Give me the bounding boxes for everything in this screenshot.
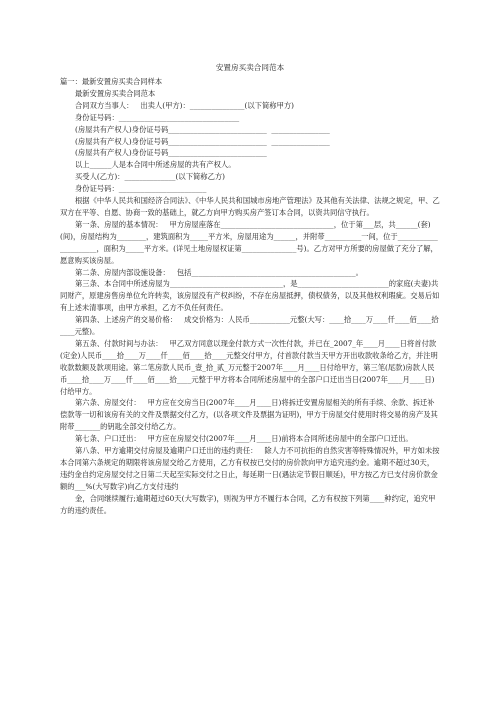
paragraph: 身份证号码：________________________ xyxy=(75,184,207,194)
paragraph: (房屋共有产权人)身份证号码___________________________ ________________ xyxy=(75,136,330,146)
document-body xyxy=(60,76,440,517)
paragraph: 以上______人是本合同中所述房屋的共有产权人。 xyxy=(75,160,236,170)
paragraph: 篇一：最新安置房买卖合同样本 xyxy=(60,77,163,86)
paragraph: 合同双方当事人： 出卖人(甲方)：_______________(以下简称甲方) xyxy=(75,100,295,110)
paragraph: 第七条、户口迁出： 甲方应在房屋交付(2007年____月____日)前将本合同所述房屋中的全部户口迁出。 xyxy=(75,434,413,444)
paragraph: 第二条、房屋内部设施设备： 包括_____________________________________________。 xyxy=(75,267,363,277)
paragraph: 金，合同继续履行;逾期超过60天(大写数字)，则视为甲方不履行本合同，乙方有权按下列第____种约定，追究甲方的违约责任。 xyxy=(60,493,436,515)
paragraph: 身份证号码：_________________________________ xyxy=(75,112,240,122)
paragraph: 第八条、甲方逾期交付房屋及逾期户口迁出的违约责任： 除人力不可抗拒的自然灾害等特殊情况外，甲方如未按本合同第六条规定的期限将该房屋交给乙方使用，乙方有权按已交付的房价款向甲方追究违约金。逾期不超过30天，违约金自约定房屋交付之日第二天起至实际交付之日止，每延期一日(遇法定节假日顺延)，甲方按乙方已支付房价款金额的___%(大写数字)向乙方支付违约 xyxy=(60,446,440,491)
paragraph: 第四条、上述房产的交易价格： 成交价格为：人民币___________元整(大写：____拾____万____仟____佰____拾____元整)。 xyxy=(60,315,439,337)
document-title: 安置房买卖合同范本 xyxy=(215,63,285,72)
paragraph: 最新安置房买卖合同范本 xyxy=(75,88,156,98)
paragraph: 买受人(乙方)：______________(以下简称乙方) xyxy=(75,172,226,182)
paragraph: 第六条、房屋交付： 甲方应在交房当日(2007年____月____日)将拆迁安置房屋相关的所有手续、余款、拆迁补偿款等一切和该房有关的文件及票据交付乙方，(以各项文件及票据为证明)，甲方于房屋交付使用时将交易的房产及其附带_______的钥匙全部交付给乙方。 xyxy=(60,398,438,432)
paragraph: 根据《中华人民共和国经济合同法》、《中华人民共和国城市房地产管理法》及其他有关法律、法规之规定，甲、乙双方在平等、自愿、协商一致的基础上，就乙方向甲方购买房产签订本合同，以资共同信守执行。 xyxy=(60,196,440,217)
paragraph: 第一条、房屋的基本情况： 甲方房屋座落在_______________________________，位于第___层，共______(套)(间)，房屋结构为________，建筑面积为_____平方米，房屋用途为______，并附带__________一间，位于_____________________，面积为_____平方米。(详见土地房屋权证第_______________号)。乙方对甲方所要的房屋做了充分了解，愿意购买该房屋。 xyxy=(60,219,438,265)
paragraph: (房屋共有产权人)身份证号码___________________________ xyxy=(75,148,267,158)
paragraph: (房屋共有产权人)身份证号码___________________________ ________________ xyxy=(75,124,330,134)
paragraph: 第三条、本合同中所述房屋为_______________________________，是_________________________的家庭(夫妻)共同财产，原建房售房单位允许转卖，该房屋没有产权纠纷，不存在房屋抵押，债权债务，以及其他权利瑕疵。交易后如有上述未清事项，由甲方承担，乙方不负任何责任。 xyxy=(60,279,440,313)
paragraph: 第五条、付款时间与办法： 甲乙双方同意以现金付款方式一次性付款，并已在_2007_年____月____日将首付款(定金)人民币____拾____万____仟____佰____拾____元整交付甲方，付首款付款当天甲方开出收款收条给乙方，并注明收款数额及款项用途。第二笔房款人民币_壹_拾_贰_万元整于2007年____月____日付给甲方，第三笔(尾款)房款人民币____拾____万____仟____佰____拾____元整于甲方将本合同所述房屋中的全部户口迁出当日(2007年____月____日)付给甲方。 xyxy=(60,338,438,396)
